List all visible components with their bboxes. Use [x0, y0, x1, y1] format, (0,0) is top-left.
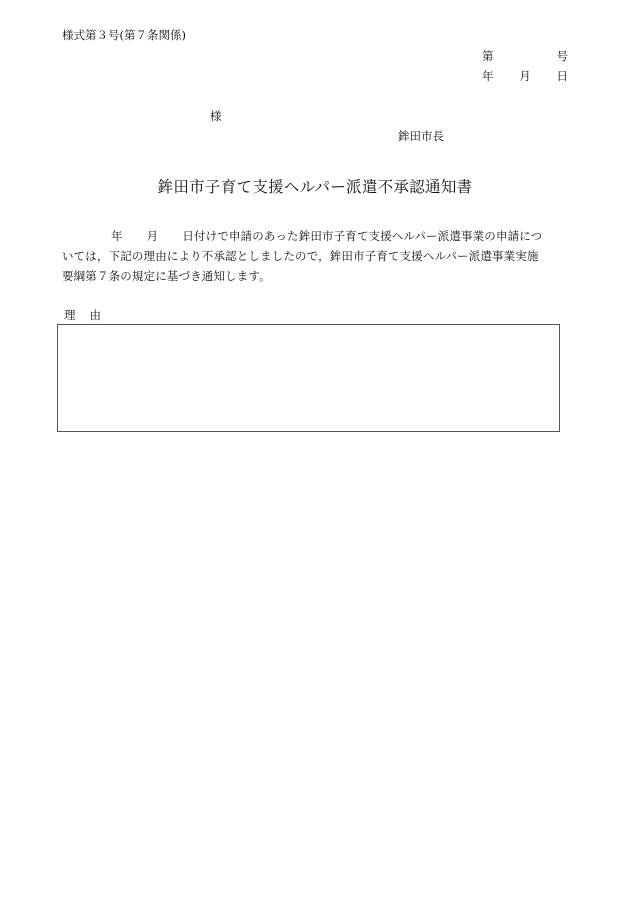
date-month-label: 月: [519, 69, 531, 83]
document-title: 鉾田市子育て支援ヘルパー派遣不承認通知書: [157, 178, 473, 196]
body-line-1-text: 日付けで申請のあった鉾田市子育て支援ヘルパー派遣事業の申請につ: [182, 229, 543, 243]
reason-label-char-1: 理: [64, 308, 76, 322]
document-date: [482, 68, 568, 84]
body-text-line-2: いては，下記の理由により不承認としましたので，鉾田市子育て支援ヘルパー派遣事業実施: [62, 249, 539, 263]
addressee-honorific: 様: [210, 109, 222, 123]
document-number-suffix: 号: [556, 49, 568, 63]
reason-label: [64, 307, 101, 323]
document-number-prefix: 第: [482, 49, 494, 63]
date-day-label: 日: [556, 69, 568, 83]
document-number: [482, 48, 568, 64]
reason-box[interactable]: [57, 324, 560, 432]
body-text-line-3: 要綱第７条の規定に基づき通知します。: [62, 269, 271, 283]
body-month-label: 月: [146, 229, 159, 243]
body-text-line-1: [62, 228, 568, 244]
form-number: 様式第３号(第７条関係): [62, 28, 186, 42]
reason-label-char-2: 由: [89, 308, 101, 322]
body-year-label: 年: [111, 229, 123, 243]
date-year-label: 年: [482, 69, 494, 83]
issuer-name: 鉾田市長: [398, 129, 444, 143]
